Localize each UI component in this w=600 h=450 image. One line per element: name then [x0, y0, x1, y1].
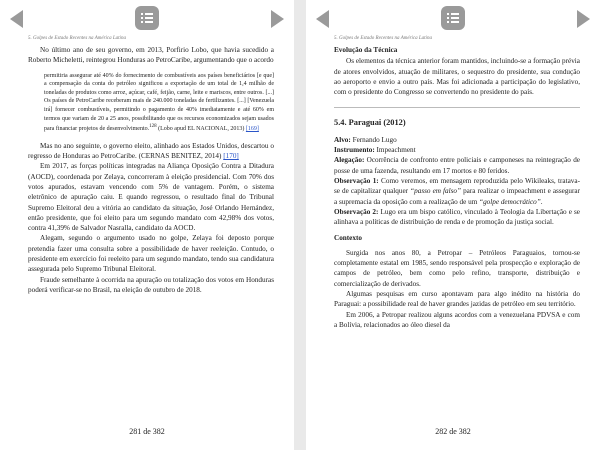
menu-button[interactable] [441, 6, 465, 30]
subheading-context: Contexto [334, 234, 362, 243]
right-page [306, 0, 600, 450]
list-menu-icon [446, 11, 460, 25]
running-header: 5. Golpes de Estado Recentes na América Latina [28, 36, 126, 41]
previous-page-arrow-icon[interactable] [10, 10, 23, 28]
page-nav-bar [0, 0, 294, 34]
reference-link[interactable]: [169] [245, 126, 259, 133]
previous-page-arrow-icon[interactable] [316, 10, 329, 28]
next-page-arrow-icon[interactable] [577, 10, 590, 28]
section-title: 5.4. Paraguai (2012) [334, 118, 406, 128]
section-divider [334, 107, 580, 108]
field-observation-2: Observação 2: Lugo era um bispo católico, vinculado à Teologia da Libertação e se alinhava a políticas de distribuição de renda e de promoção da justiça social. [334, 207, 580, 227]
footnote-marker[interactable]: 128 [149, 124, 157, 130]
running-header: 5. Golpes de Estado Recentes na América Latina [334, 36, 432, 41]
page-text [28, 45, 274, 295]
reference-link[interactable]: [170] [223, 152, 239, 161]
paragraph: Os elementos da técnica anterior foram mantidos, incluindo-se a formação prévia de atores envolvidos, atuação de militares, o sequestro do presidente, sua condução ao aeroporto e envio a outro país. Mas foi adicionada a participação do legislativo, com o presidente do Congresso se convertendo no presidente do país. [334, 57, 580, 97]
menu-button[interactable] [135, 6, 159, 30]
paragraph: No último ano de seu governo, em 2013, Porfirio Lobo, que havia sucedido a Roberto Micheletti, reintegrou Honduras ao PetroCaribe, argumentando que o acordo [28, 46, 274, 65]
left-page [0, 0, 294, 450]
paragraph: Surgida nos anos 80, a Petropar – Petróleos Paraguaios, tornou-se completamente estatal em 1985, sendo responsável pela prospecção e exploração de campos de petróleo, bem como pelo refino, transporte, distribuição e comercialização de derivados. [334, 248, 580, 288]
field-target: Alvo: Fernando Lugo [334, 135, 397, 144]
paragraph: Alegam, segundo o argumento usado no golpe, Zelaya foi deposto porque pretendia fazer uma consulta sobre a possibilidade de haver reeleição. Contudo, o presidente em exercício foi reeleito para um segundo mandato, tendo sua candidatura assegurada pelo Supremo Tribunal Eleitoral. [28, 234, 274, 274]
field-allegation: Alegação: Ocorrência de confronto entre policiais e camponeses na reintegração de posse de uma fazenda, resultando em 17 mortos e 80 feridos. [334, 156, 580, 175]
paragraph: Fraude semelhante à ocorrida na apuração ou totalização dos votos em Honduras poderá verificar-se no Brasil, na eleição de outubro de 2018. [28, 275, 274, 294]
field-observation-1: Observação 1: Como veremos, em mensagem reproduzida pelo Wikileaks, tratava-se de capitalizar qualquer “passo em falso” para realizar o impeachment e assegurar a supremacia da oposição com a realização de um “golpe democrático”. [334, 176, 580, 206]
paragraph: Algumas pesquisas em curso apontavam para algo inédito na história do Paraguai: a possibilidade real de haver grandes jazidas de petróleo em seu território. [334, 289, 580, 309]
next-page-arrow-icon[interactable] [271, 10, 284, 28]
paragraph: Em 2006, a Petropar realizou alguns acordos com a venezuelana PDVSA e com a Bolívia, relacionados ao óleo diesel da [334, 310, 580, 329]
subheading-evolution: Evolução da Técnica [334, 46, 398, 54]
paragraph: Mas no ano seguinte, o governo eleito, alinhado aos Estados Unidos, descartou o regresso de Honduras ao PetroCaribe. (CERNAS BENITEZ, 2014) [170] [28, 141, 274, 161]
page-number: 282 de 382 [435, 427, 471, 436]
page-nav-bar [306, 0, 600, 34]
page-text [334, 45, 580, 330]
block-quote: permitiria assegurar até 40% do fornecimento de combustíveis aos países beneficiários [e que] a compensação da conta do petróleo significou a exportação de um total de 1,4 milhão de toneladas de produtos como arroz, açúcar, café, feijão, carne, leite e mariscos, entre outros. [...] Os países de PetroCaribe receberam mais de 240.000 toneladas de fertilizantes. [...] [Venezuela irá] fornecer combustíveis, permitindo o pagamento de 40% imediatamente e até 60% em termos que variam de 20 a 25 anos, possibilitando que os recursos economizados sejam usados para financiar projetos de desenvolvimento.$^{128}$ (Lobo apud EL NACIONAL, 2013) [169] [44, 72, 274, 133]
paragraph: Em 2017, as forças políticas integradas na Aliança Oposição Contra a Ditadura (AOCD), coordenada por Zelaya, concorreram à eleição presidencial. Com 70% dos votos apurados, estavam vencendo com 5% de vantagem. Porém, o sistema eletrônico de apuração caiu. E quando regressou, o resultado final do Tribunal Supremo Eleitoral deu a vitória ao candidato da situação, José Orlando Hernández, então presidente, que foi eleito para um segundo mandato com 42,98% dos votos, contra 41,39% de Salvador Nasralla, candidato da AOCD. [28, 162, 274, 233]
page-number: 281 de 382 [129, 427, 165, 436]
list-menu-icon [140, 11, 154, 25]
field-instrument: Instrumento: Impeachment [334, 146, 416, 155]
